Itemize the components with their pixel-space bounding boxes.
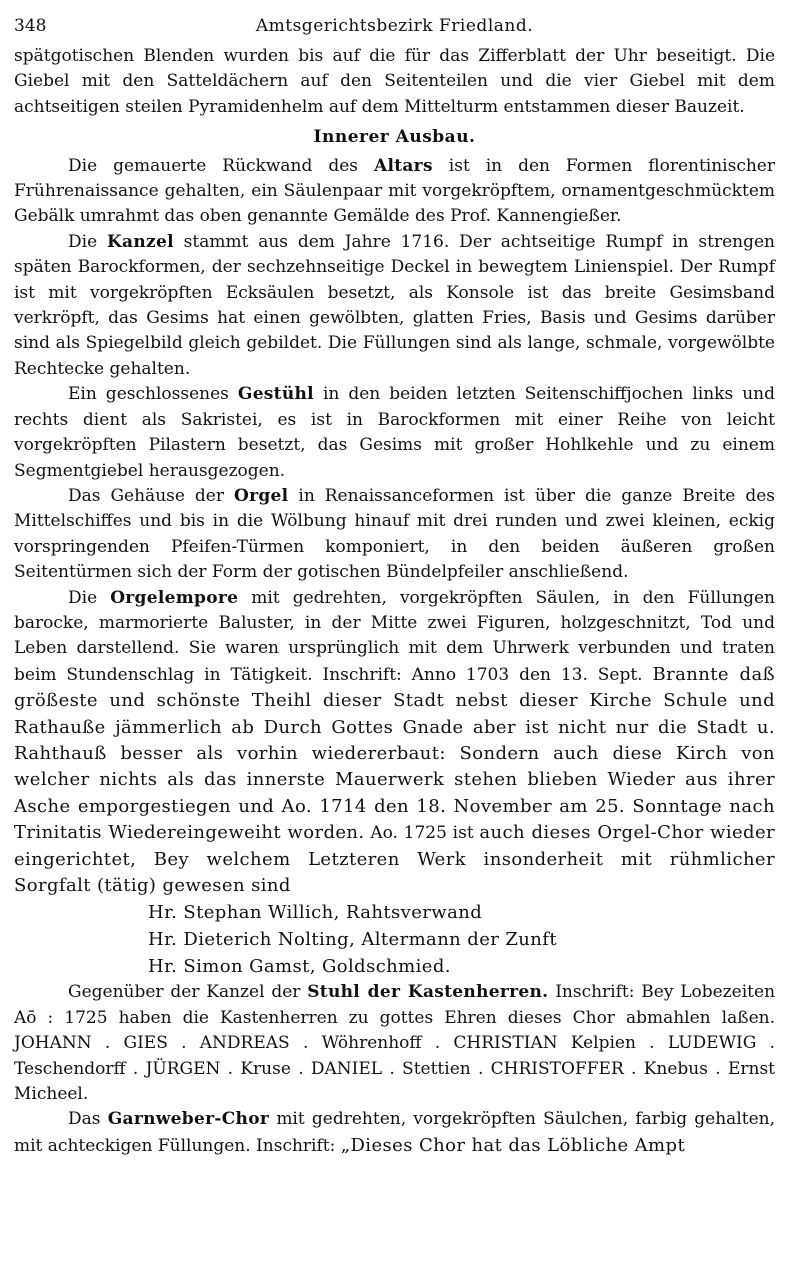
text: Gegenüber der Kanzel der [68, 982, 301, 1003]
running-title: Amtsgerichtsbezirk Friedland. [255, 16, 534, 36]
inscription-name: Hr. Dieterich Nolting, Altermann der Zunft [148, 929, 557, 951]
inscription-name: Hr. Simon Gamst, Goldschmied. [148, 956, 451, 978]
section-title: Innerer Ausbau. [313, 127, 476, 148]
text: Die gemauerte Rückwand des [68, 155, 358, 176]
text: stammt aus dem Jahre 1716. Der achtseitige Rumpf in strengen späten Barockformen, der sechzehnseitige Deckel in bewegtem Linienspiel. Der Rumpf ist mit vorgekröpften Ecksäulen besetzt, als Konsole ist das breite Gesimsband verkröpft, das Gesims hat einen gewölbten, glatten Fries, Basis und Gesims darüber sind als Spiegelbild gleich gebildet. Die Füllungen sind als lange, schmale, vorgewölbte Rechtecke gehalten. [14, 231, 775, 379]
page-number: 348 [14, 16, 47, 36]
keyword-kastenherren: Stuhl der Kastenherren. [307, 982, 549, 1003]
paragraph-altar [14, 154, 775, 230]
paragraph-garnweber [14, 1107, 775, 1159]
paragraph-gestuehl [14, 382, 775, 484]
paragraph-kastenherren [14, 980, 775, 1107]
inscription-name: Hr. Stephan Willich, Rahtsverwand [148, 902, 483, 924]
text: Ein geschlossenes [68, 384, 229, 405]
page-header [14, 0, 775, 44]
keyword-orgelempore: Orgelempore [110, 587, 239, 608]
keyword-orgel: Orgel [233, 485, 289, 506]
text: in den beiden letzten Seitenschiffjochen links und rechts dient als Sakristei, es ist in Barockformen mit einer Reihe von leicht vorgekröpften Pilastern besetzt, das Gesims mit großer Hohlkehle und zu einem Segmentgiebel herausgezogen. [14, 384, 775, 481]
text: Das Gehäuse der [68, 485, 224, 506]
paragraph-orgel [14, 484, 775, 586]
paragraph-continuation: spätgotischen Blenden wurden bis auf die für das Zifferblatt der Uhr beseitigt. Die Giebel mit den Satteldächern auf den Seitenteilen und die vier Giebel mit dem achtseitigen steilen Pyramidenhelm auf dem Mittelturm entstammen dieser Bauzeit. [14, 46, 775, 117]
keyword-gestuehl: Gestühl [237, 384, 314, 405]
text: Die [68, 587, 98, 608]
text: mit gedrehten, vorgekröpften Säulen, in den Füllungen barocke, marmorierte Baluster, in der Mitte zwei Figuren, holzgeschnitzt, Tod und Leben darstellend. Sie waren ursprünglich mit dem Uhrwerk verbunden und traten beim Stundenschlag in Tätigkeit. Inschrift: Anno 1703 den 13. Sept. [14, 587, 775, 685]
text: Ao. 1725 ist [370, 823, 474, 844]
keyword-garnweber: Garnweber-Chor [107, 1109, 270, 1130]
inscription-text: auch dieses Orgel-Chor wieder eingerichtet, Bey welchem Letzteren Werk insonderheit mit rühmlicher Sorgfalt (tätig) gewesen sind [14, 822, 776, 896]
paragraph-kanzel [14, 230, 775, 382]
text: mit gedrehten, vorgekröpften Säulchen, farbig gehalten, mit achteckigen Füllungen. Inschrift: [14, 1109, 775, 1156]
text: ist in den Formen florentinischer Frührenaissance gehalten, ein Säulenpaar mit vorgekröpftem, ornamentgeschmücktem Gebälk umrahmt das oben genannte Gemälde des Prof. Kannengießer. [14, 155, 775, 227]
text: Das [68, 1109, 101, 1130]
inscription-names [148, 899, 775, 980]
text: in Renaissanceformen ist über die ganze Breite des Mittelschiffes und bis in die Wölbung hinauf mit drei runden und zwei kleinen, eckig vorspringenden Pfeifen-Türmen komponiert, in den beiden äußeren großen Seitentürmen sich der Form der gotischen Bündelpfeiler anschließend. [14, 485, 775, 583]
text: Inschrift: Bey Lobezeiten Aō : 1725 haben die Kastenherren zu gottes Ehren dieses Chor abmahlen laßen. JOHANN . GIES . ANDREAS . Wöhrenhoff . CHRISTIAN Kelpien . LUDEWIG . Teschendorff . JÜRGEN . Kruse . DANIEL . Stettien . CHRISTOFFER . Knebus . Ernst Micheel. [14, 982, 776, 1105]
text: Die [68, 231, 98, 252]
keyword-kanzel: Kanzel [106, 231, 174, 252]
page-body [14, 44, 775, 1159]
inscription-text: Brannte daß größeste und schönste Theihl dieser Stadt nebst dieser Kirche Schule und Rathauße jämmerlich ab Durch Gottes Gnade aber ist nicht nur die Stadt u. Rahthauß besser als vorhin wiedererbaut: Sondern auch diese Kirch von welcher nichts als das innerste Mauerwerk stehen blieben Wieder aus ihrer Asche emporgestiegen und Ao. 1714 den 18. November am 25. Sonntage nach Trinitatis Wiedereingeweiht worden. [14, 663, 775, 844]
paragraph-orgelempore [14, 586, 775, 900]
inscription-text: „Dieses Chor hat das Löbliche Ampt [340, 1134, 686, 1156]
keyword-altar: Altars [373, 155, 433, 176]
